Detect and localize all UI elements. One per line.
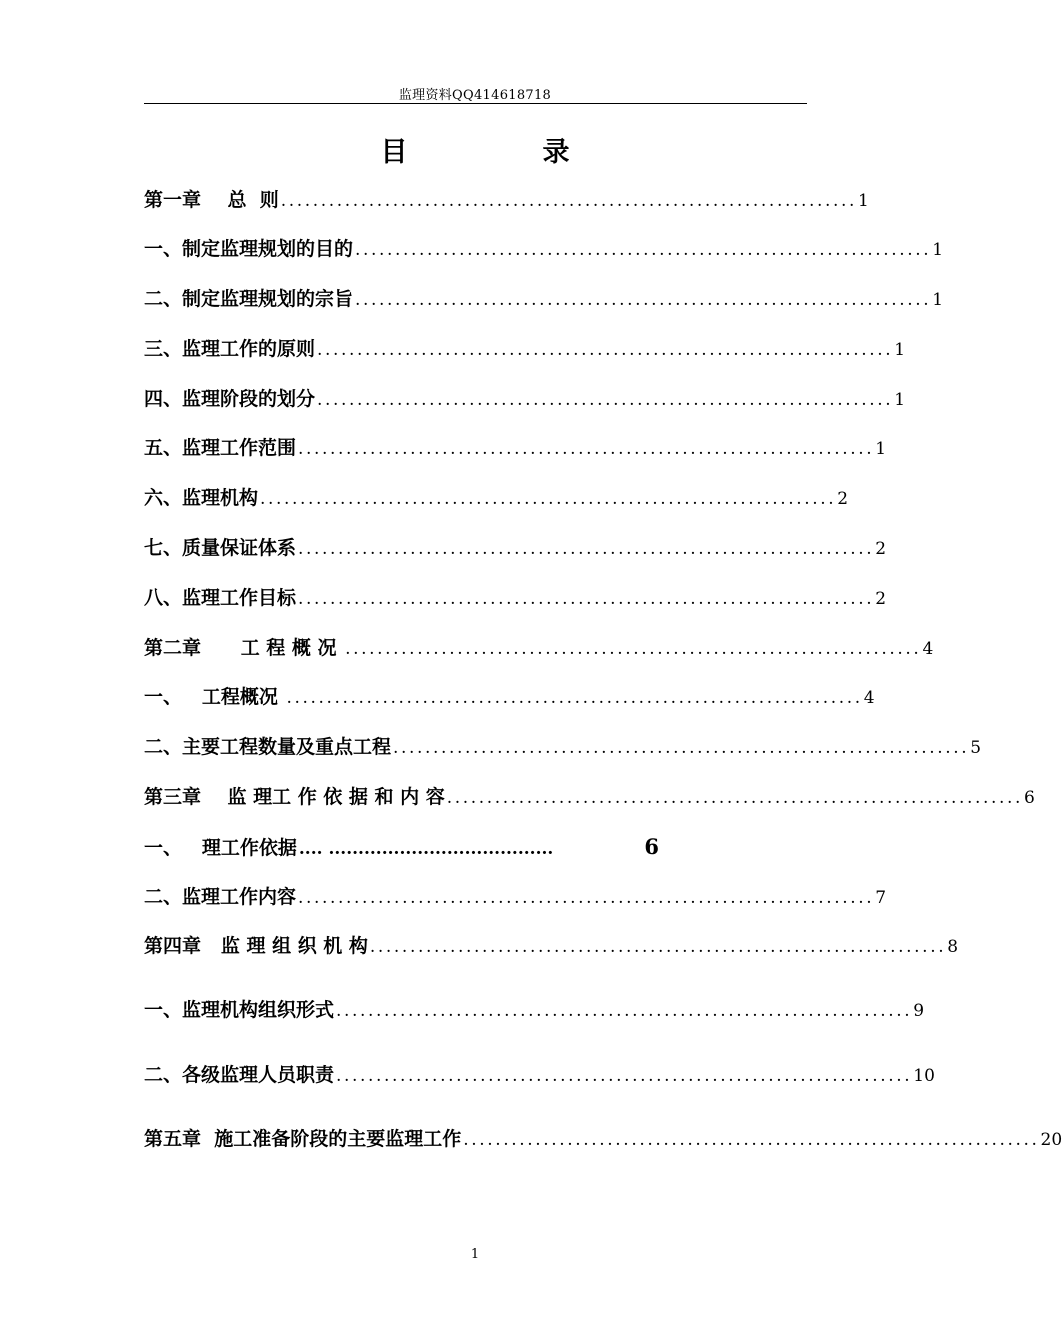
- toc-entry-label: 一、监理机构组织形式: [144, 999, 335, 1021]
- toc-entry[interactable]: [144, 995, 925, 1025]
- toc-entry-label: 六、监理机构: [144, 487, 259, 509]
- toc-title-left: 目: [380, 137, 408, 168]
- toc-entry-page: 9: [913, 1001, 925, 1021]
- toc-entry-label: 一、 工程概况: [144, 686, 285, 708]
- toc-entry-page: 1: [894, 340, 906, 360]
- toc-entry-label: 二、主要工程数量及重点工程: [144, 736, 392, 758]
- toc-entry[interactable]: [144, 284, 944, 314]
- toc-entry-label: 四、监理阶段的划分: [144, 388, 316, 410]
- toc-entry-leader: ........................................................................: [446, 788, 1024, 808]
- toc-entry-leader: ........................................................................: [298, 589, 875, 609]
- toc-entry-leader: ........................................................................: [336, 1001, 913, 1021]
- toc-entry-leader: ........................................................................: [393, 738, 970, 758]
- toc-entry-label: 一、 理工作依据: [144, 837, 297, 859]
- toc-entry[interactable]: [144, 931, 959, 961]
- toc-entry-leader: .... ......................................: [298, 839, 554, 859]
- page-header: 监理资料QQ414618718: [398, 88, 552, 103]
- toc-title-right: 录: [542, 137, 570, 168]
- header-divider: [144, 103, 807, 104]
- toc-entry-leader: ........................................................................: [336, 1066, 913, 1086]
- toc-entry-page: 2: [837, 489, 849, 509]
- toc-entry-label: 第五章 施工准备阶段的主要监理工作: [144, 1128, 462, 1150]
- toc-entry-leader: ........................................................................: [463, 1130, 1040, 1150]
- toc-entry-page: 2: [875, 539, 887, 559]
- toc-entry[interactable]: [144, 832, 659, 862]
- toc-entry[interactable]: [144, 782, 1035, 812]
- toc-entry-label: 第一章 总 则: [144, 189, 279, 211]
- toc-entry-page: 2: [875, 589, 887, 609]
- toc-entry-page: 5: [970, 738, 982, 758]
- toc-entry[interactable]: [144, 583, 887, 613]
- toc-entry-page: 6: [644, 834, 659, 859]
- toc-entry-page: 1: [932, 290, 944, 310]
- toc-entry-label: 二、各级监理人员职责: [144, 1064, 335, 1086]
- toc-entry[interactable]: [144, 334, 906, 364]
- toc-entry-page: 8: [947, 937, 959, 957]
- toc-entry-leader: ........................................................................: [317, 340, 894, 360]
- toc-entry[interactable]: [144, 633, 934, 663]
- toc-title: [0, 130, 950, 169]
- toc-entry-leader: ........................................................................: [298, 539, 875, 559]
- toc-entry-label: 八、监理工作目标: [144, 587, 297, 609]
- toc-entry-page: 4: [922, 639, 934, 659]
- toc-entry[interactable]: [144, 433, 887, 463]
- page-number: 1: [470, 1247, 480, 1262]
- toc-entry-leader: ........................................................................: [286, 688, 863, 708]
- toc-entry[interactable]: [144, 732, 982, 762]
- toc-entry[interactable]: [144, 1124, 1062, 1154]
- toc-entry-label: 二、监理工作内容: [144, 886, 297, 908]
- toc-entry-leader: ........................................................................: [355, 240, 932, 260]
- toc-entry-label: 二、制定监理规划的宗旨: [144, 288, 354, 310]
- toc-entry-label: 第二章 工 程 概 况: [144, 637, 344, 659]
- toc-entry[interactable]: [144, 384, 906, 414]
- toc-entry-page: 1: [932, 240, 944, 260]
- toc-entry-leader: ........................................................................: [345, 639, 922, 659]
- toc-entry-label: 第三章 监 理工 作 依 据 和 内 容: [144, 786, 445, 808]
- toc-entry-leader: ........................................................................: [355, 290, 932, 310]
- toc-entry[interactable]: [144, 234, 944, 264]
- toc-entry-label: 一、制定监理规划的目的: [144, 238, 354, 260]
- toc-entry[interactable]: [144, 882, 887, 912]
- toc-entry-leader: ........................................................................: [317, 390, 894, 410]
- toc-entry-leader: ........................................................................: [298, 439, 875, 459]
- toc-entry-label: 三、监理工作的原则: [144, 338, 316, 360]
- toc-entry-leader: ........................................................................: [260, 489, 837, 509]
- toc-entry[interactable]: [144, 682, 875, 712]
- toc-entry-leader: ........................................................................: [298, 888, 875, 908]
- toc-entry-page: 1: [875, 439, 887, 459]
- toc-entry-label: 第四章 监 理 组 织 机 构: [144, 935, 368, 957]
- toc-entry-page: 4: [863, 688, 875, 708]
- toc-entry[interactable]: [144, 533, 887, 563]
- toc-entry-page: 1: [857, 191, 869, 211]
- toc-entry-label: 七、质量保证体系: [144, 537, 297, 559]
- toc-entry[interactable]: [144, 483, 849, 513]
- toc-entry-page: 10: [913, 1066, 935, 1086]
- toc-entry-page: 20: [1040, 1130, 1062, 1150]
- toc-entry-page: 1: [894, 390, 906, 410]
- toc-entry-page: 7: [875, 888, 887, 908]
- toc-entry[interactable]: [144, 1060, 935, 1090]
- toc-entry-leader: ........................................................................: [369, 937, 947, 957]
- toc-entry-label: 五、监理工作范围: [144, 437, 297, 459]
- toc-entry-leader: ........................................................................: [280, 191, 857, 211]
- toc-entry-page: 6: [1024, 788, 1035, 808]
- toc-entry[interactable]: [144, 185, 869, 215]
